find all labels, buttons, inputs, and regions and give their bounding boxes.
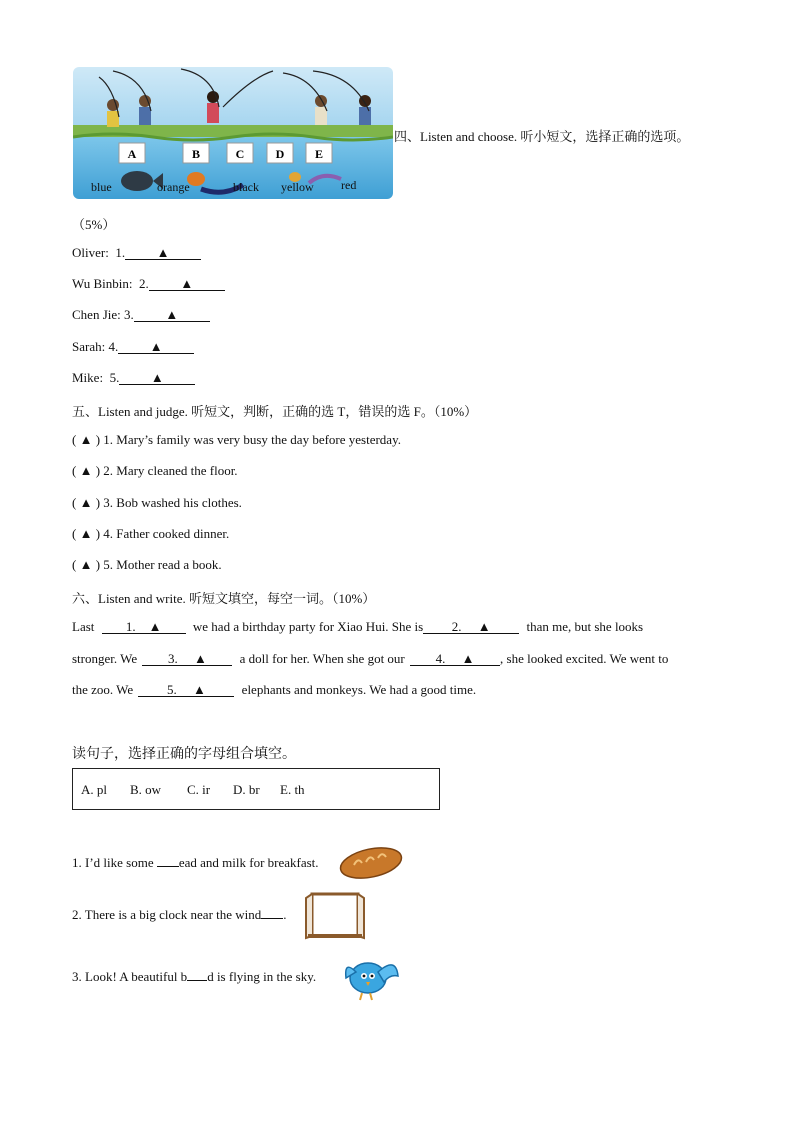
phonics-blank-2[interactable] bbox=[261, 918, 283, 919]
color-black: black bbox=[233, 180, 259, 194]
section4-score: （5%） bbox=[72, 217, 116, 232]
s4-item-3: Chen Jie: 3. ▲ bbox=[72, 307, 210, 323]
s6-line-1: Last 1. ▲ we had a birthday party for Xiao Hui. She is 2. ▲ than me, but she looks bbox=[72, 619, 644, 634]
orange-fish-icon bbox=[187, 172, 205, 186]
option-b: B. ow bbox=[130, 782, 162, 797]
bread-icon bbox=[338, 843, 404, 883]
write-blank-3[interactable]: 3. ▲ bbox=[142, 652, 232, 666]
color-yellow: yellow bbox=[281, 180, 314, 194]
phonics-q2: 2. There is a big clock near the wind . bbox=[72, 907, 287, 922]
label-c: C bbox=[235, 147, 245, 161]
s4-item-4: Sarah: 4. ▲ bbox=[72, 339, 194, 355]
bird-icon bbox=[340, 952, 402, 1002]
write-blank-1[interactable]: 1. ▲ bbox=[102, 620, 186, 634]
s5-item-5[interactable]: ( ▲ ) 5. Mother read a book. bbox=[72, 557, 222, 572]
phonics-blank-3[interactable] bbox=[187, 980, 207, 981]
color-blue: blue bbox=[91, 180, 112, 194]
section4-title: 四、Listen and choose. 听小短文，选择正确的选项。 bbox=[394, 129, 690, 144]
option-a: A. pl bbox=[81, 782, 107, 797]
window-icon bbox=[304, 890, 366, 940]
answer-blank-2[interactable]: ▲ bbox=[149, 277, 225, 291]
s4-item-2: Wu Binbin: 2. ▲ bbox=[72, 276, 225, 292]
label-a: A bbox=[127, 147, 137, 161]
write-blank-4[interactable]: 4. ▲ bbox=[410, 652, 500, 666]
option-d: D. br bbox=[233, 782, 260, 797]
phonics-q1: 1. I’d like some ead and milk for breakfast. bbox=[72, 855, 319, 870]
fishing-picture bbox=[73, 67, 393, 199]
write-blank-5[interactable]: 5. ▲ bbox=[138, 683, 234, 697]
label-d: D bbox=[275, 147, 285, 161]
answer-blank-4[interactable]: ▲ bbox=[118, 340, 194, 354]
s5-item-4[interactable]: ( ▲ ) 4. Father cooked dinner. bbox=[72, 526, 230, 541]
section5-title: 五、Listen and judge. 听短文，判断，正确的选 T，错误的选 F。（10%） bbox=[72, 404, 478, 419]
answer-blank-3[interactable]: ▲ bbox=[134, 308, 210, 322]
option-c: C. ir bbox=[187, 782, 211, 797]
option-e: E. th bbox=[280, 782, 305, 797]
s6-line-2: stronger. We 3. ▲ a doll for her. When she got our 4. ▲ , she looked excited. We went to bbox=[72, 651, 669, 666]
write-blank-2[interactable]: 2. ▲ bbox=[423, 620, 519, 634]
answer-blank-1[interactable]: ▲ bbox=[125, 246, 201, 260]
s6-line-3: the zoo. We 5. ▲ elephants and monkeys. We had a good time. bbox=[72, 682, 477, 697]
label-e: E bbox=[314, 147, 324, 161]
color-red: red bbox=[341, 178, 357, 192]
phonics-blank-1[interactable] bbox=[157, 866, 179, 867]
answer-blank-5[interactable]: ▲ bbox=[119, 371, 195, 385]
s5-item-3[interactable]: ( ▲ ) 3. Bob washed his clothes. bbox=[72, 495, 242, 510]
section6-title: 六、Listen and write. 听短文填空，每空一词。（10%） bbox=[72, 591, 376, 606]
phonics-q3: 3. Look! A beautiful b d is flying in the sky. bbox=[72, 969, 317, 984]
phonics-options-box bbox=[72, 768, 440, 810]
phonics-title: 读句子，选择正确的字母组合填空。 bbox=[72, 747, 296, 762]
s5-item-2[interactable]: ( ▲ ) 2. Mary cleaned the floor. bbox=[72, 463, 238, 478]
blue-fish-icon bbox=[121, 171, 153, 191]
color-orange: orange bbox=[157, 180, 190, 194]
label-b: B bbox=[191, 147, 201, 161]
s4-item-5: Mike: 5. ▲ bbox=[72, 370, 195, 386]
s5-item-1[interactable]: ( ▲ ) 1. Mary’s family was very busy the day before yesterday. bbox=[72, 432, 401, 447]
s4-item-1: Oliver: 1. ▲ bbox=[72, 245, 201, 261]
